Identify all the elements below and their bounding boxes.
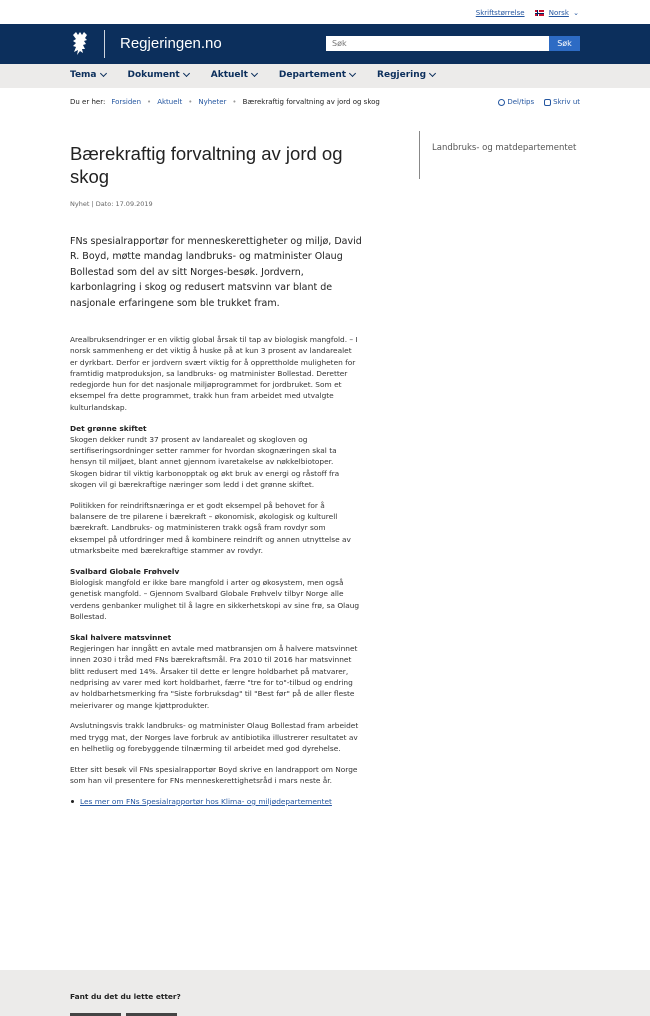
breadcrumb-separator: • <box>232 98 237 106</box>
article-lead: FNs spesialrapportør for menneskerettigheter og miljø, David R. Boyd, møtte mandag landbruks- og matminister Olaug Bollestad som del av sitt Norges-besøk. Jordvern, karbonlagring i skog og redusert matsvinn var blant de nasjonale erfaringene som ble trukket fram. <box>70 236 362 309</box>
paragraph: Regjeringen har inngått en avtale med matbransjen om å halvere matsvinnet innen 2030 i tråd med FNs bærekraftsmål. Fra 2010 til 2016 har matsvinnet blitt redusert med 14%. Årsaker til dette er lengre holdbarhet på matvarer, nedprising av varer med kort holdbarhet, færre "tre for to"-tilbud og endring av holdbarhetsmerking fra "Siste forbruksdag" til "Best før" på de aller fleste meierivarer og mange kjøttprodukter. <box>70 644 358 710</box>
text-size-link[interactable]: Skriftstørrelse <box>475 9 525 17</box>
department-link[interactable] <box>419 131 579 179</box>
article-meta: Nyhet | Dato: 17.09.2019 <box>70 200 153 208</box>
paragraph: Arealbruksendringer er en viktig global årsak til tap av biologisk mangfold. – I norsk sammenheng er det viktig å huske på at kun 3 prosent av landarealet er dyrkbart. Derfor er jordvern svært viktig for å opprettholde muligheten for framtidig matproduksjon, sa landbruks- og matminister Bollestad. Deretter redegjorde hun for det nasjonale miljøprogrammet for jordbruket. Som et eksempel fra dette programmet, trakk hun fram arbeidet med utvalgte kulturlandskap. <box>70 335 358 412</box>
breadcrumb-link-aktuelt[interactable]: Aktuelt <box>157 98 183 106</box>
breadcrumb-link-forsiden[interactable]: Forsiden <box>111 98 142 106</box>
chevron-down-icon <box>349 70 356 77</box>
masthead <box>0 24 650 64</box>
share-icon <box>498 99 505 106</box>
paragraph: Avslutningsvis trakk landbruks- og matminister Olaug Bollestad fram arbeidet med trygg mat, der Norges lave forbruk av antibiotika illustrerer resultatet av en helhetlig og forebyggende tilnærming til arbeidet med god dyrehelse. <box>70 721 359 753</box>
breadcrumb <box>70 98 380 106</box>
feedback-section <box>0 970 650 1016</box>
logo-divider <box>104 30 105 58</box>
paragraph: Biologisk mangfold er ikke bare mangfold i arter og økosystem, men også genetisk mangfold. – Gjennom Svalbard Globale Frøhvelv tilbyr Norge alle verdens genbanker mulighet til å lagre en sikkerhetskopi av sine frø, sa Olaug Bollestad. <box>70 578 360 622</box>
share-label: Del/tips <box>507 98 535 106</box>
page-tools <box>498 98 580 106</box>
nav-label: Aktuelt <box>210 70 248 80</box>
print-label: Skriv ut <box>553 98 580 106</box>
chevron-down-icon <box>183 70 190 77</box>
section-heading: Skal halvere matsvinnet <box>70 632 172 642</box>
section-heading: Det grønne skiftet <box>70 423 147 433</box>
chevron-down-icon <box>251 70 258 77</box>
nav-item-departement[interactable] <box>279 70 355 80</box>
language-selector[interactable] <box>535 9 579 17</box>
related-link[interactable]: Les mer om FNs Spesialrapportør hos Klima- og miljødepartementet <box>80 796 332 806</box>
breadcrumb-link-nyheter[interactable]: Nyheter <box>198 98 227 106</box>
main-navigation <box>0 64 650 88</box>
department-label: Landbruks- og matdepartementet <box>432 143 577 153</box>
feedback-question: Fant du det du lette etter? <box>70 992 181 1001</box>
nav-label: Regjering <box>377 70 427 80</box>
search-input[interactable] <box>326 36 549 51</box>
breadcrumb-current: Bærekraftig forvaltning av jord og skog <box>242 98 380 106</box>
site-title[interactable]: Regjeringen.no <box>120 35 222 52</box>
paragraph: Etter sitt besøk vil FNs spesialrapportør Boyd skrive en landrapport om Norge som han vil presentere for FNs menneskerettighetsråd i mars neste år. <box>70 764 358 786</box>
nav-label: Departement <box>278 70 347 80</box>
norwegian-lion-logo-icon[interactable] <box>70 31 90 57</box>
section-heading: Svalbard Globale Frøhvelv <box>70 566 180 576</box>
article-body <box>70 334 360 807</box>
paragraph: Skogen dekker rundt 37 prosent av landarealet og skogloven og sertifiseringsordninger setter rammer for hvordan skognæringen skal ta hensyn til miljøet, blant annet gjennom ivaretakelse av nøkkelbiotoper. Skogen bidrar til viktig karbonopptak og økt bruk av energi og råstoff fra skogen vil gi bærekraftige næringer som ledd i det grønne skiftet. <box>70 434 340 490</box>
article-title: Bærekraftig forvaltning av jord og skog <box>70 143 343 187</box>
chevron-down-icon <box>99 70 106 77</box>
chevron-down-icon: ⌄ <box>573 9 579 17</box>
nav-item-dokument[interactable] <box>128 70 189 80</box>
breadcrumb-separator: • <box>147 98 152 106</box>
nav-label: Tema <box>70 70 97 80</box>
nav-item-regjering[interactable] <box>377 70 435 80</box>
related-links <box>70 796 360 807</box>
share-button[interactable] <box>498 98 534 106</box>
paragraph: Politikken for reindriftsnæringa er et godt eksempel på behovet for å balansere de tre pilarene i bærekraft – økonomisk, økologisk og kulturell bærekraft. Landbruks- og matministeren trakk også fram rovdyr som eksempel på utfordringer med å kombinere reindrift og annen utnyttelse av utmarksbeite med bærekraftige stammer av rovdyr. <box>70 500 351 556</box>
print-button[interactable] <box>544 98 580 106</box>
utility-bar <box>0 0 650 24</box>
list-item <box>70 796 360 807</box>
nav-item-aktuelt[interactable] <box>211 70 257 80</box>
breadcrumb-prefix: Du er her: <box>70 98 106 106</box>
search-button[interactable]: Søk <box>549 36 580 51</box>
language-label: Norsk <box>548 9 569 17</box>
nav-label: Dokument <box>127 70 180 80</box>
nav-item-tema[interactable] <box>70 70 106 80</box>
breadcrumb-separator: • <box>188 98 193 106</box>
chevron-down-icon <box>429 70 436 77</box>
norway-flag-icon <box>535 10 544 16</box>
print-icon <box>544 99 551 106</box>
